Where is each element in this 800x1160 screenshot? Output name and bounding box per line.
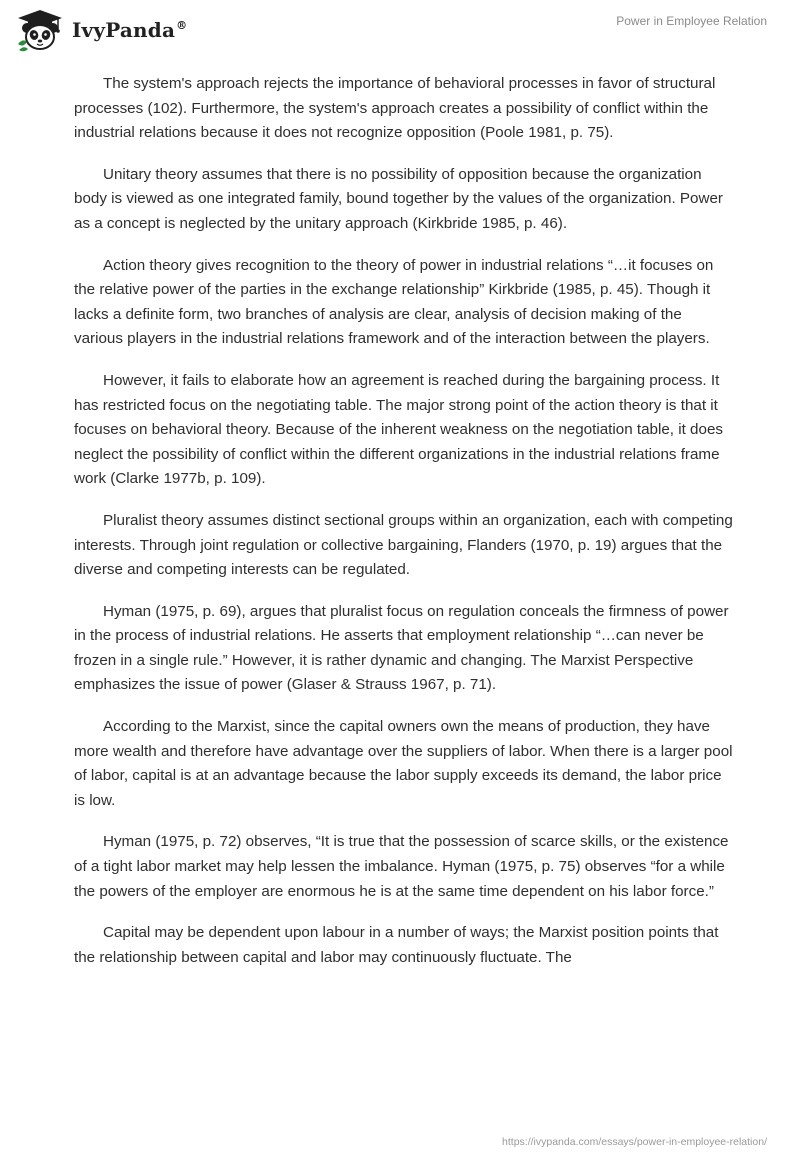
paragraph: Capital may be dependent upon labour in a number of ways; the Marxist position points that the relationship between capital and labor may continuously fluctuate. The (74, 924, 719, 966)
paragraph: Unitary theory assumes that there is no possibility of opposition because the organization body is viewed as one integrated family, bound together by the values of the organization. Power as a concept is neglected by the unitary approach (Kirkbride 1985, p. 46). (74, 165, 723, 232)
paragraph: Action theory gives recognition to the theory of power in industrial relations “…it focuses on the relative power of the parties in the exchange relationship” Kirkbride (1985, p. 45). Though it lacks a definite form, two branches of analysis are clear, analysis of decision making of the various players in the industrial relations framework and of the interaction between the players. (74, 256, 714, 348)
paragraph: Hyman (1975, p. 69), argues that pluralist focus on regulation conceals the firmness of power in the process of industrial relations. He asserts that employment relationship “…can never be frozen in a single rule.” However, it is rather dynamic and changing. The Marxist Perspective emphasizes the issue of power (Glaser & Strauss 1967, p. 71). (74, 602, 729, 694)
paragraph: Pluralist theory assumes distinct sectional groups within an organization, each with competing interests. Through joint regulation or collective bargaining, Flanders (1970, p. 19) argues that the diverse and competing interests can be regulated. (74, 511, 733, 579)
brand-logo[interactable] (14, 8, 187, 52)
document-title: Power in Employee Relation (616, 14, 767, 28)
paragraph: However, it fails to elaborate how an agreement is reached during the bargaining process. It has restricted focus on the negotiating table. The major strong point of the action theory is that it focuses on behavioral theory. Because of the inherent weakness on the negotiation table, it does neglect the possibility of conflict within the different organizations in the industrial relations frame work (Clarke 1977b, p. 109). (74, 371, 723, 488)
paragraph: The system's approach rejects the importance of behavioral processes in favor of structural processes (102). Furthermore, the system's approach creates a possibility of conflict within the industrial relations because it does not recognize opposition (Poole 1981, p. 75). (74, 75, 716, 142)
brand-name: IvyPanda® (72, 18, 188, 42)
source-url-link[interactable]: https://ivypanda.com/essays/power-in-employee-relation/ (502, 1136, 767, 1148)
essay-body (74, 72, 734, 987)
registered-mark: ® (176, 19, 188, 33)
paragraph: According to the Marxist, since the capital owners own the means of production, they have more wealth and therefore have advantage over the suppliers of labor. When there is a larger pool of labor, capital is at an advantage because the labor supply exceeds its demand, the labor price is low. (74, 718, 733, 809)
paragraph: Hyman (1975, p. 72) observes, “It is true that the possession of scarce skills, or the existence of a tight labor market may help lessen the imbalance. Hyman (1975, p. 75) observes “for a while the powers of the employer are enormous he is at the same time dependent on his labor force.” (74, 833, 729, 900)
panda-graduate-icon (14, 8, 66, 52)
page-header (0, 0, 800, 64)
